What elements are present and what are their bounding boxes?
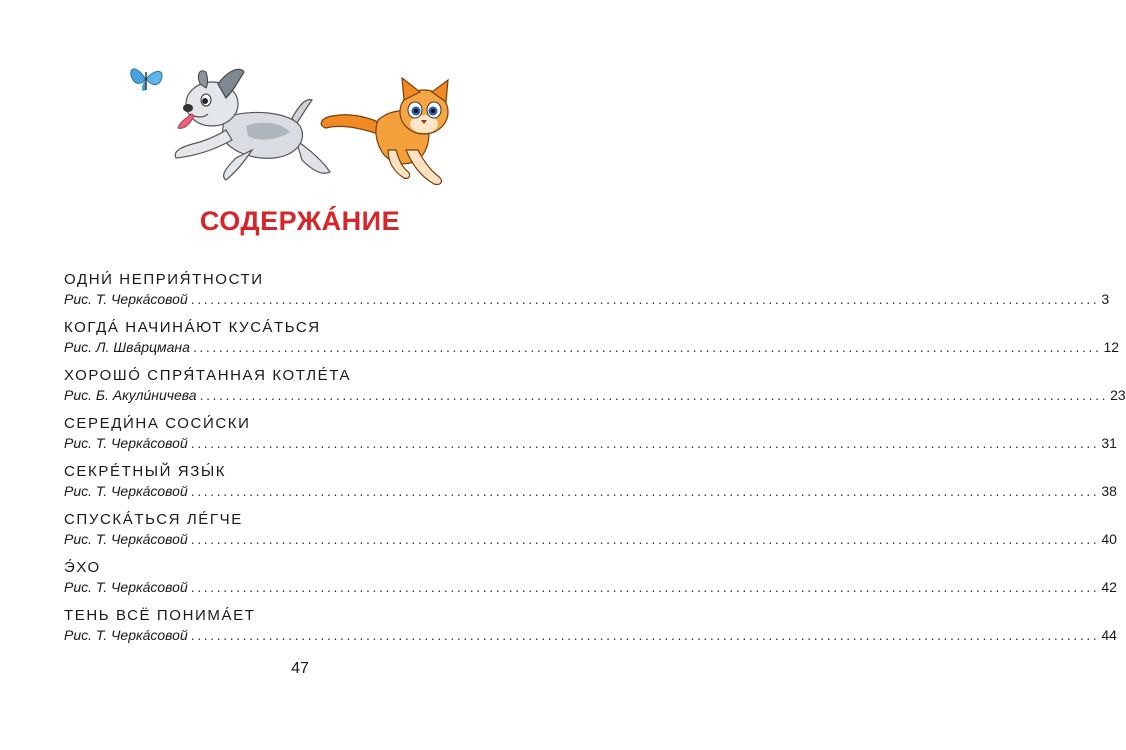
- toc-entry-illustrator: Рис. Т. Черкáсовой: [64, 627, 188, 643]
- toc-entry-illustrator: Рис. Т. Черкáсовой: [64, 483, 188, 499]
- toc-entry-page: 42: [1101, 579, 1117, 595]
- page-number: 47: [291, 660, 309, 677]
- toc-entry-illustrator: Рис. Т. Черкáсовой: [64, 291, 188, 307]
- toc-entry: [64, 366, 1126, 414]
- page-title: СОДЕРЖÁНИЕ: [199, 206, 401, 236]
- toc-entry-illustrator: Рис. Б. Акули́ничева: [64, 387, 197, 403]
- toc-entry: [64, 270, 1110, 318]
- toc-entry: [64, 558, 1117, 606]
- toc-entry-page: 38: [1101, 483, 1117, 499]
- dot-leader: ............................................................................................................................................: [199, 387, 1109, 403]
- toc-entry-page: 44: [1101, 627, 1117, 643]
- dot-leader: ............................................................................................................................................: [190, 291, 1100, 307]
- toc-entry-line: [64, 290, 1110, 309]
- toc-entry-title: ХОРОШО́ СПРЯ́ТАННАЯ КОТЛЕ́ТА: [64, 367, 352, 384]
- toc-entry-page: 31: [1101, 435, 1117, 451]
- toc-entry: [64, 462, 1117, 510]
- dot-leader: ............................................................................................................................................: [190, 531, 1100, 547]
- toc-entry-page: 12: [1103, 339, 1120, 355]
- puppy-icon: [175, 69, 330, 180]
- dot-leader: ............................................................................................................................................: [190, 627, 1100, 643]
- toc-entry-line: [64, 578, 1117, 597]
- toc-entry-illustrator: Рис. Т. Черкáсовой: [64, 579, 188, 595]
- toc-entry-title: СЕКРЕ́ТНЫЙ ЯЗЫ́К: [64, 463, 227, 480]
- dot-leader: ............................................................................................................................................: [190, 579, 1100, 595]
- toc-entry-line: [64, 530, 1117, 549]
- toc-entry-illustrator: Рис. Т. Черкáсовой: [64, 435, 188, 451]
- toc-entry-title: Э́ХО: [64, 559, 101, 576]
- dot-leader: ............................................................................................................................................: [190, 483, 1100, 499]
- toc-entry-illustrator: Рис. Л. Швáрцмана: [64, 339, 190, 355]
- toc-entry: [64, 510, 1117, 558]
- toc-entry-line: [64, 434, 1117, 453]
- dot-leader: ............................................................................................................................................: [190, 435, 1100, 451]
- toc-entry-illustrator: Рис. Т. Черкáсовой: [64, 531, 188, 547]
- dot-leader: ............................................................................................................................................: [192, 339, 1102, 355]
- toc-entry-line: [64, 482, 1117, 501]
- toc-entry-title: КОГДА́ НАЧИНА́ЮТ КУСА́ТЬСЯ: [64, 319, 321, 336]
- toc-entry-line: [64, 338, 1120, 357]
- butterfly-icon: [131, 69, 162, 91]
- header-illustration: [0, 0, 600, 210]
- toc-entry: [64, 606, 1117, 654]
- toc-entry-title: ТЕНЬ ВСЁ ПОНИМА́ЕТ: [64, 607, 256, 624]
- toc-entry-line: [64, 626, 1117, 645]
- toc-entry-title: ОДНИ́ НЕПРИЯ́ТНОСТИ: [64, 271, 264, 288]
- kitten-icon: [321, 78, 448, 184]
- toc-entry-page: 3: [1101, 291, 1110, 307]
- toc-entry-page: 40: [1101, 531, 1117, 547]
- toc-entry-page: 23: [1110, 387, 1126, 403]
- toc-entry: [64, 318, 1120, 366]
- toc-entry-title: СПУСКА́ТЬСЯ ЛЕ́ГЧЕ: [64, 511, 243, 528]
- toc-entry-line: [64, 386, 1126, 405]
- table-of-contents: [64, 270, 1126, 654]
- toc-entry-title: СЕРЕДИ́НА СОСИ́СКИ: [64, 415, 251, 432]
- toc-entry: [64, 414, 1117, 462]
